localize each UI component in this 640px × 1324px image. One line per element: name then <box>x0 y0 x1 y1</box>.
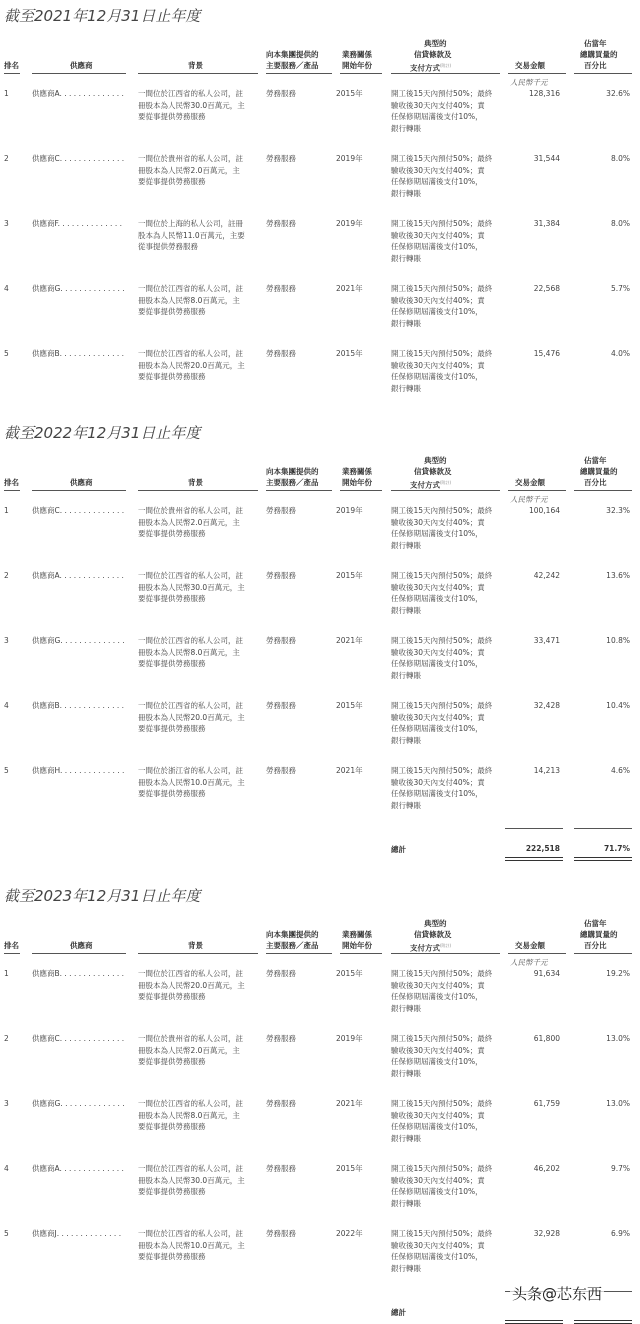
header-pct-3: 百分比 <box>584 941 607 950</box>
terms-cell: 驗收後30天內支付40%；責 <box>391 647 485 657</box>
header-underline <box>138 73 258 74</box>
terms-cell: 銀行轉賬 <box>391 735 421 745</box>
header-underline <box>391 73 500 74</box>
header-underline <box>508 73 566 74</box>
header-terms-2: 信貸條款及 <box>414 467 452 476</box>
background-cell: 冊股本為人民幣30.0百萬元，主 <box>138 1175 245 1185</box>
header-pct: 佔當年 <box>584 456 607 465</box>
unit-label: 人民幣千元 <box>510 78 548 87</box>
background-cell: 一間位於貴州省的私人公司，註 <box>138 1034 243 1043</box>
year-cell: 2015年 <box>336 701 363 710</box>
amount-cell: 33,471 <box>533 636 560 645</box>
service-cell: 勞務服務 <box>266 506 296 515</box>
terms-cell: 驗收後30天內支付40%；責 <box>391 980 485 990</box>
total-pct: 71.7% <box>603 844 630 853</box>
background-cell: 要從事提供勞務服務 <box>138 372 206 381</box>
header-underline <box>574 953 632 954</box>
pct-cell: 4.0% <box>610 349 630 358</box>
background-cell: 冊股本為人民幣30.0百萬元，主 <box>138 100 245 110</box>
terms-cell: 開工後15天內預付50%；最終 <box>391 89 493 98</box>
rank-cell: 3 <box>4 219 9 228</box>
header-underline <box>32 953 126 954</box>
table-row <box>0 968 640 1033</box>
background-cell: 一間位於江西省的私人公司，註 <box>138 89 243 98</box>
supplier-cell: 供應商J. . . . . . . . . . . . . . <box>32 1229 122 1238</box>
header-service: 向本集團提供的 <box>266 930 319 939</box>
background-cell: 冊股本為人民幣8.0百萬元，主 <box>138 1110 240 1120</box>
total-label: 總計 <box>391 845 406 854</box>
terms-cell: 驗收後30天內支付40%；責 <box>391 230 485 240</box>
service-cell: 勞務服務 <box>266 89 296 98</box>
background-cell: 冊股本為人民幣20.0百萬元，主 <box>138 360 245 370</box>
terms-cell: 任保修期屆滿後支付10%， <box>391 112 483 121</box>
header-service-2: 主要服務／產品 <box>266 478 319 487</box>
supplier-cell: 供應商G. . . . . . . . . . . . . . <box>32 636 125 645</box>
header-terms-note: (附註) <box>440 63 452 68</box>
terms-cell: 開工後15天內預付50%；最終 <box>391 636 493 645</box>
header-underline <box>266 953 332 954</box>
header-underline <box>138 953 258 954</box>
year-cell: 2019年 <box>336 154 363 163</box>
terms-cell: 開工後15天內預付50%；最終 <box>391 284 493 293</box>
terms-cell: 驗收後30天內支付40%；責 <box>391 582 485 592</box>
background-cell: 要從事提供勞務服務 <box>138 307 206 316</box>
terms-cell: 開工後15天內預付50%；最終 <box>391 349 493 358</box>
table-row <box>0 88 640 153</box>
terms-cell: 驗收後30天內支付40%；責 <box>391 295 485 305</box>
total-double-rule <box>574 1320 632 1324</box>
rank-cell: 4 <box>4 284 9 293</box>
background-cell: 冊股本為人民幣10.0百萬元，主 <box>138 777 245 787</box>
header-year: 業務關係 <box>342 930 372 939</box>
pct-cell: 10.8% <box>606 636 630 645</box>
supplier-cell: 供應商A. . . . . . . . . . . . . . <box>32 571 124 580</box>
header-terms: 典型的 <box>424 39 447 48</box>
service-cell: 勞務服務 <box>266 219 296 228</box>
rank-cell: 1 <box>4 506 9 515</box>
terms-cell: 驗收後30天內支付40%；責 <box>391 517 485 527</box>
rank-cell: 3 <box>4 636 9 645</box>
rank-cell: 5 <box>4 766 9 775</box>
service-cell: 勞務服務 <box>266 701 296 710</box>
background-cell: 要從事提供勞務服務 <box>138 177 206 186</box>
terms-cell: 銀行轉賬 <box>391 1003 421 1013</box>
background-cell: 要從事提供勞務服務 <box>138 594 206 603</box>
header-underline <box>32 490 126 491</box>
year-cell: 2015年 <box>336 89 363 98</box>
terms-cell: 任保修期屆滿後支付10%， <box>391 307 483 316</box>
terms-cell: 任保修期屆滿後支付10%， <box>391 372 483 381</box>
header-terms-3: 支付方式$^{(附註)}$ <box>410 943 452 953</box>
pct-cell: 8.0% <box>610 219 630 228</box>
header-pct-2: 總購買量的 <box>580 930 618 939</box>
service-cell: 勞務服務 <box>266 636 296 645</box>
table-section <box>0 880 640 1320</box>
pct-cell: 6.9% <box>610 1229 630 1238</box>
table-row <box>0 765 640 830</box>
pct-cell: 8.0% <box>610 154 630 163</box>
header-underline <box>4 953 20 954</box>
terms-cell: 任保修期屆滿後支付10%， <box>391 724 483 733</box>
section-title: 截至2022年12月31日止年度 <box>4 424 201 442</box>
header-terms: 典型的 <box>424 456 447 465</box>
background-cell: 從事提供勞務服務 <box>138 242 198 251</box>
background-cell: 一間位於上海的私人公司，註冊 <box>138 219 243 228</box>
background-cell: 一間位於江西省的私人公司，註 <box>138 349 243 358</box>
background-cell: 一間位於浙江省的私人公司，註 <box>138 766 243 775</box>
terms-cell: 銀行轉賬 <box>391 188 421 198</box>
section-title: 截至2021年12月31日止年度 <box>4 7 201 25</box>
header-underline <box>340 490 382 491</box>
total-rule <box>574 828 632 829</box>
terms-cell: 銀行轉賬 <box>391 605 421 615</box>
service-cell: 勞務服務 <box>266 1229 296 1238</box>
background-cell: 一間位於江西省的私人公司，註 <box>138 1229 243 1238</box>
rank-cell: 2 <box>4 571 9 580</box>
background-cell: 冊股本為人民幣2.0百萬元，主 <box>138 1045 240 1055</box>
service-cell: 勞務服務 <box>266 1164 296 1173</box>
terms-cell: 任保修期屆滿後支付10%， <box>391 242 483 251</box>
background-cell: 股本為人民幣11.0百萬元，主要 <box>138 230 245 240</box>
table-section <box>0 417 640 857</box>
year-cell: 2015年 <box>336 349 363 358</box>
year-cell: 2015年 <box>336 1164 363 1173</box>
rank-cell: 3 <box>4 1099 9 1108</box>
header-underline <box>266 490 332 491</box>
amount-cell: 31,544 <box>533 154 560 163</box>
table-row <box>0 1098 640 1163</box>
supplier-cell: 供應商G. . . . . . . . . . . . . . <box>32 284 125 293</box>
table-row <box>0 283 640 348</box>
terms-cell: 銀行轉賬 <box>391 253 421 263</box>
background-cell: 一間位於江西省的私人公司，註 <box>138 1099 243 1108</box>
pct-cell: 4.6% <box>610 766 630 775</box>
background-cell: 冊股本為人民幣8.0百萬元，主 <box>138 647 240 657</box>
header-year: 業務關係 <box>342 467 372 476</box>
terms-cell: 任保修期屆滿後支付10%， <box>391 1252 483 1261</box>
background-cell: 一間位於江西省的私人公司，註 <box>138 969 243 978</box>
year-cell: 2019年 <box>336 1034 363 1043</box>
rank-cell: 4 <box>4 1164 9 1173</box>
header-underline <box>266 73 332 74</box>
table-row <box>0 570 640 635</box>
terms-cell: 驗收後30天內支付40%；責 <box>391 360 485 370</box>
pct-cell: 5.7% <box>610 284 630 293</box>
supplier-cell: 供應商H. . . . . . . . . . . . . . <box>32 766 125 775</box>
header-terms-2: 信貸條款及 <box>414 50 452 59</box>
pct-cell: 32.3% <box>606 506 630 515</box>
amount-cell: 61,800 <box>533 1034 560 1043</box>
header-underline <box>4 73 20 74</box>
pct-cell: 9.7% <box>610 1164 630 1173</box>
header-rank: 排名 <box>4 941 19 950</box>
terms-cell: 開工後15天內預付50%；最終 <box>391 969 493 978</box>
rank-cell: 1 <box>4 969 9 978</box>
terms-cell: 驗收後30天內支付40%；責 <box>391 1240 485 1250</box>
background-cell: 要從事提供勞務服務 <box>138 789 206 798</box>
table-row <box>0 1033 640 1098</box>
pct-cell: 10.4% <box>606 701 630 710</box>
supplier-cell: 供應商A. . . . . . . . . . . . . . <box>32 89 124 98</box>
pct-cell: 13.0% <box>606 1099 630 1108</box>
pct-cell: 13.6% <box>606 571 630 580</box>
rank-cell: 4 <box>4 701 9 710</box>
terms-cell: 任保修期屆滿後支付10%， <box>391 789 483 798</box>
header-supplier: 供應商 <box>70 61 93 70</box>
year-cell: 2015年 <box>336 969 363 978</box>
terms-cell: 銀行轉賬 <box>391 540 421 550</box>
header-pct-2: 總購買量的 <box>580 467 618 476</box>
total-label: 總計 <box>391 1308 406 1317</box>
total-double-rule <box>574 857 632 861</box>
background-cell: 一間位於江西省的私人公司，註 <box>138 571 243 580</box>
amount-cell: 32,928 <box>533 1229 560 1238</box>
header-underline <box>574 73 632 74</box>
terms-cell: 任保修期屆滿後支付10%， <box>391 1122 483 1131</box>
header-amount: 交易金額 <box>515 941 545 950</box>
total-rule <box>505 828 563 829</box>
service-cell: 勞務服務 <box>266 1034 296 1043</box>
header-terms-3: 支付方式$^{(附註)}$ <box>410 480 452 490</box>
table-row <box>0 700 640 765</box>
background-cell: 冊股本為人民幣30.0百萬元，主 <box>138 582 245 592</box>
header-pct-2: 總購買量的 <box>580 50 618 59</box>
terms-cell: 開工後15天內預付50%；最終 <box>391 1164 493 1173</box>
terms-cell: 開工後15天內預付50%；最終 <box>391 766 493 775</box>
year-cell: 2019年 <box>336 219 363 228</box>
header-pct-3: 百分比 <box>584 61 607 70</box>
table-row <box>0 153 640 218</box>
terms-cell: 任保修期屆滿後支付10%， <box>391 659 483 668</box>
header-terms-3: 支付方式$^{(附註)}$ <box>410 63 452 73</box>
header-pct: 佔當年 <box>584 39 607 48</box>
terms-cell: 任保修期屆滿後支付10%， <box>391 594 483 603</box>
header-underline <box>340 73 382 74</box>
header-year-2: 開始年份 <box>342 941 372 950</box>
year-cell: 2019年 <box>336 506 363 515</box>
table-row <box>0 505 640 570</box>
section-title: 截至2023年12月31日止年度 <box>4 887 201 905</box>
supplier-cell: 供應商A. . . . . . . . . . . . . . <box>32 1164 124 1173</box>
rank-cell: 5 <box>4 1229 9 1238</box>
header-background: 背景 <box>188 941 203 950</box>
terms-cell: 驗收後30天內支付40%；責 <box>391 712 485 722</box>
supplier-cell: 供應商C. . . . . . . . . . . . . . <box>32 506 125 515</box>
header-background: 背景 <box>188 61 203 70</box>
background-cell: 要從事提供勞務服務 <box>138 1187 206 1196</box>
total-double-rule <box>505 857 563 861</box>
header-amount: 交易金額 <box>515 478 545 487</box>
terms-cell: 銀行轉賬 <box>391 1263 421 1273</box>
year-cell: 2015年 <box>336 571 363 580</box>
amount-cell: 14,213 <box>533 766 560 775</box>
background-cell: 一間位於貴州省的私人公司，註 <box>138 154 243 163</box>
total-amount: 222,518 <box>525 844 560 853</box>
terms-cell: 銀行轉賬 <box>391 1133 421 1143</box>
year-cell: 2022年 <box>336 1229 363 1238</box>
header-underline <box>391 490 500 491</box>
header-underline <box>4 490 20 491</box>
terms-cell: 銀行轉賬 <box>391 1068 421 1078</box>
terms-cell: 驗收後30天內支付40%；責 <box>391 165 485 175</box>
year-cell: 2021年 <box>336 1099 363 1108</box>
header-background: 背景 <box>188 478 203 487</box>
supplier-cell: 供應商C. . . . . . . . . . . . . . <box>32 154 125 163</box>
terms-cell: 任保修期屆滿後支付10%， <box>391 529 483 538</box>
terms-cell: 驗收後30天內支付40%；責 <box>391 1110 485 1120</box>
header-underline <box>574 490 632 491</box>
supplier-cell: 供應商B. . . . . . . . . . . . . . <box>32 969 125 978</box>
rank-cell: 5 <box>4 349 9 358</box>
terms-cell: 銀行轉賬 <box>391 800 421 810</box>
background-cell: 要從事提供勞務服務 <box>138 529 206 538</box>
amount-cell: 15,476 <box>533 349 560 358</box>
header-service: 向本集團提供的 <box>266 467 319 476</box>
terms-cell: 驗收後30天內支付40%；責 <box>391 1045 485 1055</box>
year-cell: 2021年 <box>336 284 363 293</box>
header-supplier: 供應商 <box>70 478 93 487</box>
terms-cell: 開工後15天內預付50%；最終 <box>391 1034 493 1043</box>
header-underline <box>508 490 566 491</box>
header-service-2: 主要服務／產品 <box>266 61 319 70</box>
header-rank: 排名 <box>4 478 19 487</box>
header-terms-note: (附註) <box>440 480 452 485</box>
table-row <box>0 635 640 700</box>
terms-cell: 驗收後30天內支付40%；責 <box>391 100 485 110</box>
pct-cell: 19.2% <box>606 969 630 978</box>
header-year: 業務關係 <box>342 50 372 59</box>
year-cell: 2021年 <box>336 636 363 645</box>
unit-label: 人民幣千元 <box>510 495 548 504</box>
background-cell: 冊股本為人民幣2.0百萬元，主 <box>138 165 240 175</box>
background-cell: 要從事提供勞務服務 <box>138 1122 206 1131</box>
amount-cell: 42,242 <box>533 571 560 580</box>
service-cell: 勞務服務 <box>266 766 296 775</box>
rank-cell: 1 <box>4 89 9 98</box>
terms-cell: 驗收後30天內支付40%；責 <box>391 1175 485 1185</box>
header-underline <box>391 953 500 954</box>
background-cell: 一間位於江西省的私人公司，註 <box>138 284 243 293</box>
pct-cell: 13.0% <box>606 1034 630 1043</box>
amount-cell: 91,634 <box>533 969 560 978</box>
background-cell: 冊股本為人民幣20.0百萬元，主 <box>138 712 245 722</box>
header-terms-2: 信貸條款及 <box>414 930 452 939</box>
header-underline <box>32 73 126 74</box>
background-cell: 一間位於江西省的私人公司，註 <box>138 636 243 645</box>
terms-cell: 銀行轉賬 <box>391 123 421 133</box>
table-section <box>0 0 640 440</box>
header-pct: 佔當年 <box>584 919 607 928</box>
total-double-rule <box>505 1320 563 1324</box>
background-cell: 冊股本為人民幣8.0百萬元，主 <box>138 295 240 305</box>
amount-cell: 32,428 <box>533 701 560 710</box>
header-underline <box>340 953 382 954</box>
supplier-cell: 供應商G. . . . . . . . . . . . . . <box>32 1099 125 1108</box>
service-cell: 勞務服務 <box>266 1099 296 1108</box>
terms-cell: 任保修期屆滿後支付10%， <box>391 1187 483 1196</box>
header-supplier: 供應商 <box>70 941 93 950</box>
terms-cell: 開工後15天內預付50%；最終 <box>391 219 493 228</box>
terms-cell: 驗收後30天內支付40%；責 <box>391 777 485 787</box>
header-year-2: 開始年份 <box>342 478 372 487</box>
background-cell: 要從事提供勞務服務 <box>138 112 206 121</box>
terms-cell: 任保修期屆滿後支付10%， <box>391 1057 483 1066</box>
background-cell: 冊股本為人民幣2.0百萬元，主 <box>138 517 240 527</box>
terms-cell: 開工後15天內預付50%；最終 <box>391 1099 493 1108</box>
supplier-cell: 供應商F. . . . . . . . . . . . . . <box>32 219 122 228</box>
background-cell: 要從事提供勞務服務 <box>138 1252 206 1261</box>
rank-cell: 2 <box>4 154 9 163</box>
supplier-cell: 供應商B. . . . . . . . . . . . . . <box>32 349 125 358</box>
amount-cell: 46,202 <box>533 1164 560 1173</box>
amount-cell: 100,164 <box>528 506 560 515</box>
header-underline <box>138 490 258 491</box>
service-cell: 勞務服務 <box>266 969 296 978</box>
header-service-2: 主要服務／產品 <box>266 941 319 950</box>
pct-cell: 32.6% <box>606 89 630 98</box>
terms-cell: 銀行轉賬 <box>391 318 421 328</box>
terms-cell: 開工後15天內預付50%；最終 <box>391 506 493 515</box>
background-cell: 要從事提供勞務服務 <box>138 659 206 668</box>
rank-cell: 2 <box>4 1034 9 1043</box>
background-cell: 要從事提供勞務服務 <box>138 724 206 733</box>
background-cell: 冊股本為人民幣10.0百萬元，主 <box>138 1240 245 1250</box>
service-cell: 勞務服務 <box>266 349 296 358</box>
unit-label: 人民幣千元 <box>510 958 548 967</box>
terms-cell: 銀行轉賬 <box>391 1198 421 1208</box>
terms-cell: 銀行轉賬 <box>391 670 421 680</box>
header-service: 向本集團提供的 <box>266 50 319 59</box>
service-cell: 勞務服務 <box>266 284 296 293</box>
terms-cell: 開工後15天內預付50%；最終 <box>391 1229 493 1238</box>
header-rank: 排名 <box>4 61 19 70</box>
header-terms: 典型的 <box>424 919 447 928</box>
terms-cell: 任保修期屆滿後支付10%， <box>391 992 483 1001</box>
terms-cell: 開工後15天內預付50%；最終 <box>391 701 493 710</box>
service-cell: 勞務服務 <box>266 154 296 163</box>
table-row <box>0 218 640 283</box>
terms-cell: 任保修期屆滿後支付10%， <box>391 177 483 186</box>
table-row <box>0 1163 640 1228</box>
background-cell: 要從事提供勞務服務 <box>138 992 206 1001</box>
amount-cell: 22,568 <box>533 284 560 293</box>
service-cell: 勞務服務 <box>266 571 296 580</box>
header-amount: 交易金額 <box>515 61 545 70</box>
header-underline <box>508 953 566 954</box>
terms-cell: 開工後15天內預付50%；最終 <box>391 571 493 580</box>
year-cell: 2021年 <box>336 766 363 775</box>
terms-cell: 開工後15天內預付50%；最終 <box>391 154 493 163</box>
background-cell: 要從事提供勞務服務 <box>138 1057 206 1066</box>
supplier-cell: 供應商B. . . . . . . . . . . . . . <box>32 701 125 710</box>
background-cell: 一間位於貴州省的私人公司，註 <box>138 506 243 515</box>
background-cell: 一間位於江西省的私人公司，註 <box>138 701 243 710</box>
header-pct-3: 百分比 <box>584 478 607 487</box>
terms-cell: 銀行轉賬 <box>391 383 421 393</box>
background-cell: 一間位於江西省的私人公司，註 <box>138 1164 243 1173</box>
header-terms-note: (附註) <box>440 943 452 948</box>
header-year-2: 開始年份 <box>342 61 372 70</box>
table-row <box>0 348 640 413</box>
background-cell: 冊股本為人民幣20.0百萬元，主 <box>138 980 245 990</box>
amount-cell: 61,759 <box>533 1099 560 1108</box>
watermark: 头条@芯东西 <box>512 1285 603 1303</box>
amount-cell: 128,316 <box>528 89 560 98</box>
supplier-cell: 供應商C. . . . . . . . . . . . . . <box>32 1034 125 1043</box>
amount-cell: 31,384 <box>533 219 560 228</box>
